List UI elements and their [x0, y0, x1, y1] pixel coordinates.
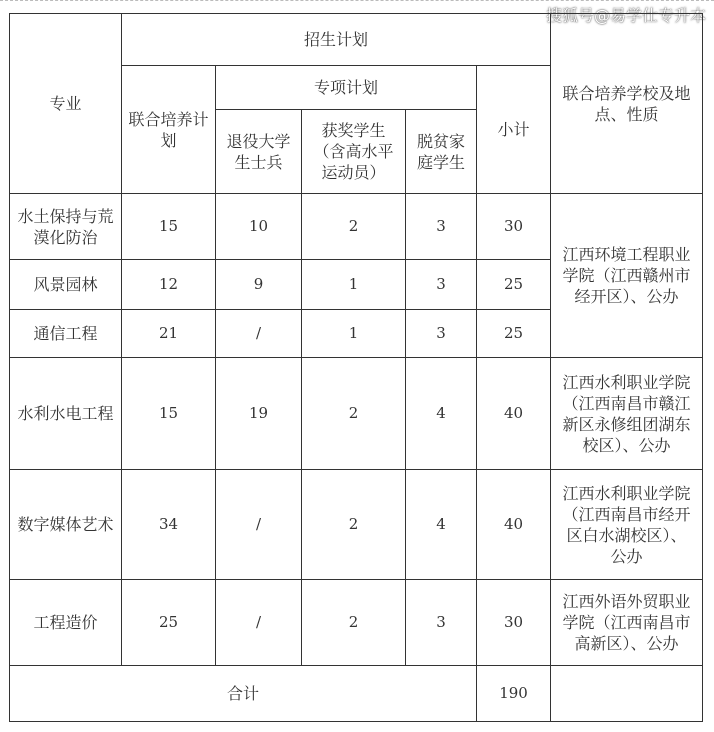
table-row	[10, 470, 703, 580]
joint-cell: 34	[122, 470, 216, 580]
watermark: 搜狐号@易学仕专升本	[546, 6, 707, 25]
table-row	[10, 580, 703, 666]
header-poverty-students: 脱贫家庭学生	[406, 110, 477, 194]
header-school-info: 联合培养学校及地点、性质	[551, 14, 703, 194]
subtotal-cell: 25	[477, 310, 551, 358]
total-row	[10, 666, 703, 722]
total-value: 190	[477, 666, 551, 722]
school-cell: 江西水利职业学院（江西南昌市赣江新区永修组团湖东校区）、公办	[551, 358, 703, 470]
table-row	[10, 194, 703, 260]
major-cell: 数字媒体艺术	[10, 470, 122, 580]
header-award-students: 获奖学生（含高水平运动员）	[302, 110, 406, 194]
veterans-cell: 10	[216, 194, 302, 260]
header-major: 专业	[10, 14, 122, 194]
poverty-cell: 3	[406, 310, 477, 358]
subtotal-cell: 30	[477, 194, 551, 260]
joint-cell: 25	[122, 580, 216, 666]
poverty-cell: 4	[406, 358, 477, 470]
veterans-cell: /	[216, 470, 302, 580]
major-cell: 水利水电工程	[10, 358, 122, 470]
header-enrollment-plan: 招生计划	[122, 14, 551, 66]
poverty-cell: 3	[406, 194, 477, 260]
award-cell: 1	[302, 310, 406, 358]
total-label: 合计	[10, 666, 477, 722]
major-cell: 风景园林	[10, 260, 122, 310]
award-cell: 2	[302, 358, 406, 470]
school-cell: 江西环境工程职业学院（江西赣州市经开区）、公办	[551, 194, 703, 358]
joint-cell: 15	[122, 194, 216, 260]
major-cell: 水土保持与荒漠化防治	[10, 194, 122, 260]
award-cell: 2	[302, 194, 406, 260]
award-cell: 2	[302, 470, 406, 580]
subtotal-cell: 40	[477, 358, 551, 470]
subtotal-cell: 40	[477, 470, 551, 580]
school-cell: 江西水利职业学院（江西南昌市经开区白水湖校区）、公办	[551, 470, 703, 580]
joint-cell: 12	[122, 260, 216, 310]
joint-cell: 15	[122, 358, 216, 470]
major-cell: 通信工程	[10, 310, 122, 358]
header-veterans: 退役大学生士兵	[216, 110, 302, 194]
veterans-cell: 9	[216, 260, 302, 310]
veterans-cell: 19	[216, 358, 302, 470]
header-subtotal: 小计	[477, 66, 551, 194]
table-row	[10, 358, 703, 470]
header-joint-plan: 联合培养计划	[122, 66, 216, 194]
enrollment-plan-table	[9, 13, 703, 722]
total-empty-cell	[551, 666, 703, 722]
header-special-plan: 专项计划	[216, 66, 477, 110]
major-cell: 工程造价	[10, 580, 122, 666]
veterans-cell: /	[216, 580, 302, 666]
poverty-cell: 4	[406, 470, 477, 580]
poverty-cell: 3	[406, 580, 477, 666]
award-cell: 1	[302, 260, 406, 310]
school-cell: 江西外语外贸职业学院（江西南昌市高新区）、公办	[551, 580, 703, 666]
poverty-cell: 3	[406, 260, 477, 310]
subtotal-cell: 30	[477, 580, 551, 666]
subtotal-cell: 25	[477, 260, 551, 310]
veterans-cell: /	[216, 310, 302, 358]
joint-cell: 21	[122, 310, 216, 358]
award-cell: 2	[302, 580, 406, 666]
